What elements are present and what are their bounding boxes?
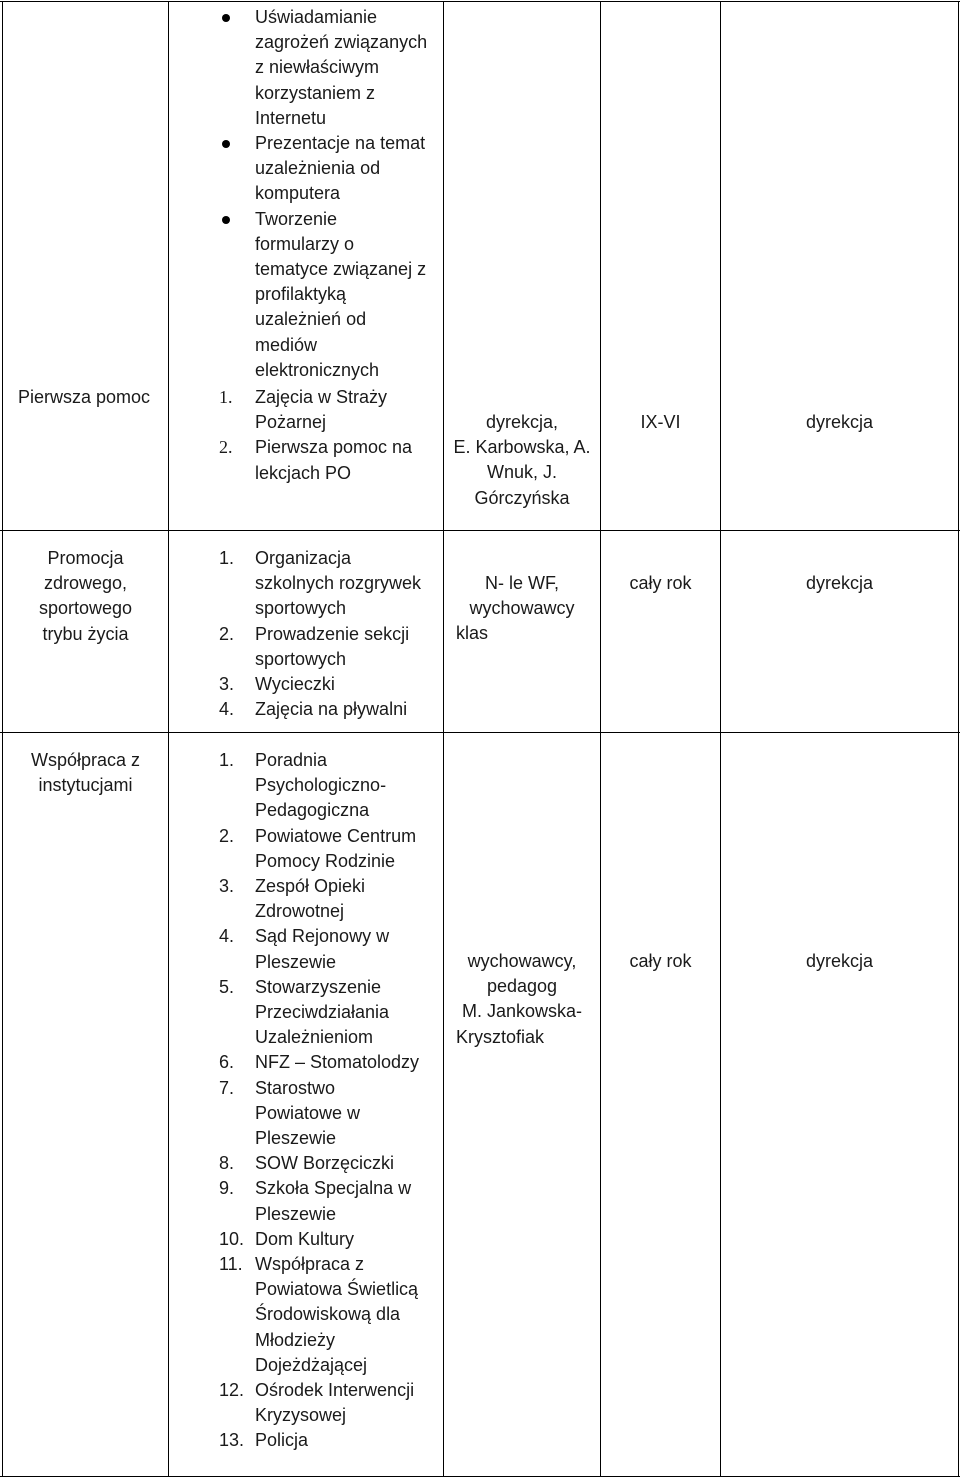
area-cell: Pierwsza pomoc xyxy=(18,387,151,407)
list-item-text: sportowych xyxy=(255,648,347,669)
list-number: 3. xyxy=(219,876,235,897)
list-item xyxy=(219,1050,441,1075)
list-item xyxy=(219,1227,441,1252)
responsible-line: pedagog xyxy=(486,976,558,997)
list-item-text: Współpraca z xyxy=(255,1254,365,1275)
list-item-text: korzystaniem z xyxy=(255,82,376,103)
list-item-text: Pleszewie xyxy=(255,1203,337,1224)
list-item xyxy=(219,1176,441,1226)
list-item-text: Poradnia xyxy=(255,750,328,770)
list-item-text: Prezentacje na temat xyxy=(255,133,426,154)
list-item-text: Stowarzyszenie xyxy=(255,976,382,997)
row-divider xyxy=(0,530,960,531)
table-border-right xyxy=(958,2,959,1476)
list-item-text: SOW Borzęciczki xyxy=(255,1153,395,1174)
list-number: 1. xyxy=(219,750,235,770)
list-item xyxy=(219,1378,441,1428)
bullet-icon xyxy=(219,5,255,131)
list-item-text: Dojeżdżającej xyxy=(255,1354,368,1375)
responsible-line: M. Jankowska- xyxy=(461,1001,583,1022)
list-item-text: NFZ – Stomatolodzy xyxy=(255,1052,420,1073)
list-number: 13. xyxy=(219,1430,245,1451)
list-number: 9. xyxy=(219,1178,235,1199)
list-item xyxy=(219,5,441,131)
list-item-text: Pleszewie xyxy=(255,1128,337,1149)
responsible-cell xyxy=(444,571,600,647)
responsible-line: wychowawcy xyxy=(469,598,575,619)
list-item-text: Młodzieży xyxy=(255,1329,336,1350)
bullet-list xyxy=(219,5,441,383)
list-item-text: mediów xyxy=(255,334,318,355)
area-cell xyxy=(3,748,168,798)
table-border-left xyxy=(2,2,3,1476)
list-item-text: Organizacja xyxy=(255,548,352,568)
supervision-cell: dyrekcja xyxy=(805,573,874,593)
list-item-text: Powiatowa Świetlicą xyxy=(255,1279,419,1300)
list-number: 5. xyxy=(219,976,235,997)
list-item xyxy=(219,975,441,1051)
list-item-text: Pleszewie xyxy=(255,951,337,972)
list-number: 1. xyxy=(219,387,233,407)
list-item-text: Sąd Rejonowy w xyxy=(255,926,390,947)
list-number: 6. xyxy=(219,1052,235,1073)
responsible-line: E. Karbowska, A. xyxy=(453,437,591,458)
area-line: trybu życia xyxy=(42,623,129,644)
list-item-text: Pierwsza pomoc na xyxy=(255,437,413,458)
list-item-text: Tworzenie xyxy=(255,208,338,229)
list-item-text: Prowadzenie sekcji xyxy=(255,623,410,644)
area-line: Współpraca z xyxy=(30,750,141,770)
list-item xyxy=(219,385,441,435)
list-item-text: Wycieczki xyxy=(255,674,335,695)
supervision-cell: dyrekcja xyxy=(805,951,874,971)
list-item-text: Uświadamianie xyxy=(255,7,378,27)
list-number: 1. xyxy=(219,548,235,568)
list-item-text: z niewłaściwym xyxy=(255,57,380,78)
responsible-line: N- le WF, xyxy=(485,573,559,593)
list-item xyxy=(219,622,441,672)
list-item-text: Przeciwdziałania xyxy=(255,1002,390,1023)
responsible-line: Górczyńska xyxy=(474,487,570,508)
list-item-text: elektronicznych xyxy=(255,359,380,380)
list-item-text: Starostwo xyxy=(255,1077,336,1098)
responsible-cell xyxy=(444,410,600,511)
list-item xyxy=(219,824,441,874)
list-item-text: Powiatowe w xyxy=(255,1102,361,1123)
list-item-text: lekcjach PO xyxy=(255,462,352,483)
column-divider xyxy=(168,2,169,1476)
list-number: 12. xyxy=(219,1380,245,1401)
list-item-text: uzależnienia od xyxy=(255,158,381,179)
list-item xyxy=(219,131,441,207)
activity-list xyxy=(219,385,441,486)
list-item-text: sportowych xyxy=(255,598,347,619)
area-line: sportowego xyxy=(38,598,133,619)
list-item xyxy=(219,874,441,924)
supervision-cell: dyrekcja xyxy=(805,412,874,432)
table-border-bottom xyxy=(0,1476,960,1477)
list-item xyxy=(219,748,441,824)
list-item-text: profilaktyką xyxy=(255,284,347,305)
responsible-line: Krysztofiak xyxy=(456,1026,545,1047)
responsible-cell xyxy=(444,949,600,1050)
table-border-top xyxy=(0,1,960,2)
list-number: 10. xyxy=(219,1228,245,1249)
list-item xyxy=(219,1076,441,1152)
area-line: Promocja xyxy=(47,548,124,568)
list-number: 7. xyxy=(219,1077,235,1098)
row-divider xyxy=(0,732,960,733)
list-item-text: Szkoła Specjalna w xyxy=(255,1178,412,1199)
responsible-line: Wnuk, J. xyxy=(486,462,557,483)
activity-list xyxy=(219,748,441,1454)
list-item xyxy=(219,207,441,383)
list-number: 2. xyxy=(219,437,233,458)
term-cell: cały rok xyxy=(629,951,692,971)
term-cell: cały rok xyxy=(629,573,692,593)
list-item-text: Zajęcia w Straży xyxy=(255,387,388,407)
list-number: 2. xyxy=(219,623,235,644)
list-item-text: Policja xyxy=(255,1430,309,1451)
list-item-text: Pomocy Rodzinie xyxy=(255,850,396,871)
list-item xyxy=(219,546,441,622)
list-item-text: Środowiskową dla xyxy=(255,1304,401,1325)
list-item-text: zagrożeń związanych xyxy=(255,32,428,53)
list-item-text: formularzy o xyxy=(255,233,355,254)
bullet-icon xyxy=(219,131,255,207)
list-item-text: Dom Kultury xyxy=(255,1228,355,1249)
activity-list xyxy=(219,546,441,722)
list-number: 4. xyxy=(219,699,235,720)
list-item-text: Pożarnej xyxy=(255,412,327,433)
list-number: 4. xyxy=(219,926,235,947)
area-line: instytucjami xyxy=(38,775,133,796)
list-item-text: Powiatowe Centrum xyxy=(255,825,417,846)
column-divider xyxy=(600,2,601,1476)
bullet-icon xyxy=(219,207,255,383)
list-item-text: tematyce związanej z xyxy=(255,259,427,280)
list-item xyxy=(219,1252,441,1378)
list-item-text: Zajęcia na pływalni xyxy=(255,699,408,720)
area-cell xyxy=(3,546,168,647)
list-item-text: komputera xyxy=(255,183,341,204)
term-cell: IX-VI xyxy=(640,412,681,432)
list-item-text: Zespół Opieki xyxy=(255,876,366,897)
responsible-line: klas xyxy=(456,623,489,644)
list-item-text: Ośrodek Interwencji xyxy=(255,1380,415,1401)
list-item xyxy=(219,1151,441,1176)
list-item xyxy=(219,435,441,485)
list-number: 3. xyxy=(219,674,235,695)
list-item-text: Psychologiczno- xyxy=(255,775,387,796)
list-number: 11. xyxy=(219,1254,243,1275)
area-line: zdrowego, xyxy=(43,573,128,594)
list-item xyxy=(219,697,441,722)
list-item-text: Kryzysowej xyxy=(255,1405,347,1426)
list-item xyxy=(219,1428,441,1453)
list-number: 8. xyxy=(219,1153,235,1174)
list-item-text: szkolnych rozgrywek xyxy=(255,573,422,594)
responsible-line: wychowawcy, xyxy=(467,951,577,971)
list-item-text: uzależnień od xyxy=(255,309,367,330)
responsible-line: dyrekcja, xyxy=(485,412,559,432)
column-divider xyxy=(720,2,721,1476)
list-item xyxy=(219,672,441,697)
list-number: 2. xyxy=(219,825,235,846)
list-item-text: Internetu xyxy=(255,107,327,128)
list-item-text: Uzależnieniom xyxy=(255,1027,374,1048)
column-divider xyxy=(443,2,444,1476)
list-item-text: Pedagogiczna xyxy=(255,800,370,821)
list-item-text: Zdrowotnej xyxy=(255,901,345,922)
list-item xyxy=(219,924,441,974)
